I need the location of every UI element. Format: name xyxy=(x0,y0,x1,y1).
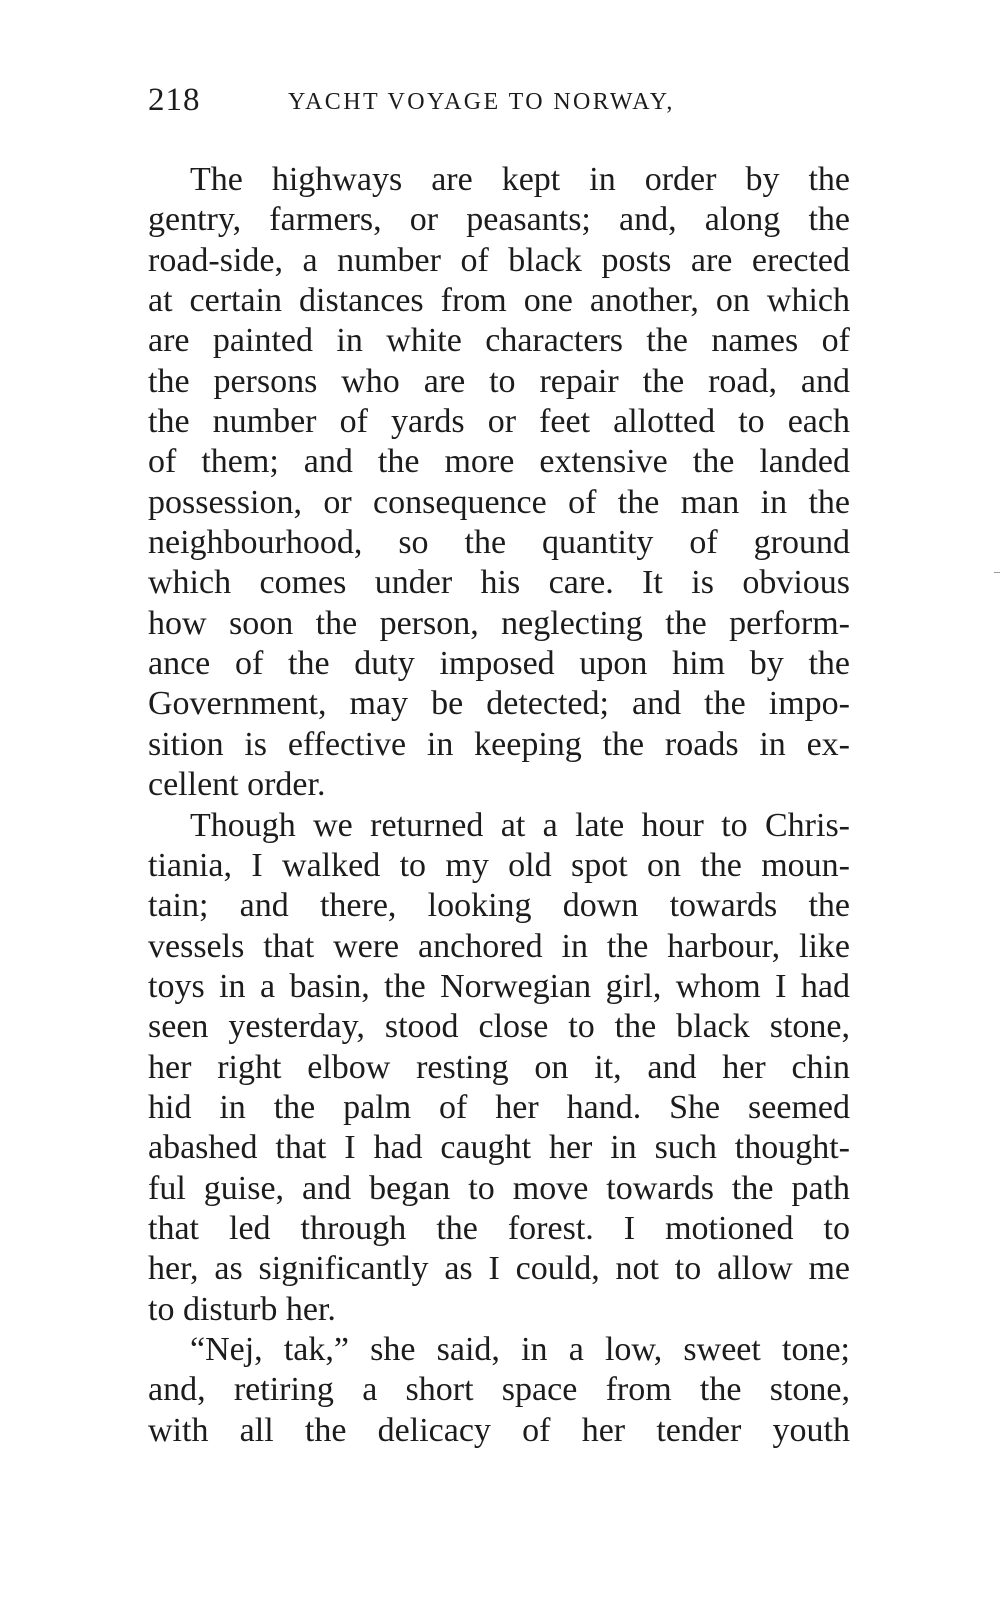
text-line: to disturb her. xyxy=(148,1290,336,1328)
text-line: her right elbow resting on it, and her chin xyxy=(148,1048,850,1086)
text-line: with all the delicacy of her tender youth xyxy=(148,1411,850,1449)
text-line: seen yesterday, stood close to the black stone, xyxy=(148,1008,850,1046)
text-line: at certain distances from one another, on which xyxy=(148,282,850,320)
running-title: YACHT VOYAGE TO NORWAY, xyxy=(288,89,675,115)
paragraph xyxy=(148,1330,850,1451)
text-line: ful guise, and began to move towards the path xyxy=(148,1169,850,1207)
text-line: “Nej, tak,” she said, in a low, sweet tone; xyxy=(190,1330,850,1368)
text-line: Though we returned at a late hour to Chris- xyxy=(190,806,850,844)
text-line: of them; and the more extensive the landed xyxy=(148,443,850,481)
text-line: cellent order. xyxy=(148,766,326,804)
text-line: ance of the duty imposed upon him by the xyxy=(148,645,850,683)
text-line: are painted in white characters the names of xyxy=(148,322,850,360)
text-line: her, as significantly as I could, not to allow me xyxy=(148,1250,850,1288)
text-line: abashed that I had caught her in such thought- xyxy=(148,1129,850,1167)
page-edge-mark xyxy=(994,572,1000,573)
paragraph xyxy=(148,806,850,1330)
text-line: neighbourhood, so the quantity of ground xyxy=(148,524,850,562)
text-line: toys in a basin, the Norwegian girl, whom I had xyxy=(148,967,850,1005)
text-line: how soon the person, neglecting the perform- xyxy=(148,604,850,642)
text-line: The highways are kept in order by the xyxy=(190,161,850,198)
text-line: road-side, a number of black posts are erected xyxy=(148,241,850,279)
text-line: vessels that were anchored in the harbour, like xyxy=(148,927,850,965)
paragraph xyxy=(148,160,850,806)
text-line: that led through the forest. I motioned to xyxy=(148,1209,850,1247)
body-text xyxy=(148,160,850,1451)
page-number: 218 xyxy=(148,82,201,118)
text-line: gentry, farmers, or peasants; and, along the xyxy=(148,201,850,239)
text-line: the number of yards or feet allotted to each xyxy=(148,403,850,441)
text-line: hid in the palm of her hand. She seemed xyxy=(148,1088,850,1126)
text-line: which comes under his care. It is obvious xyxy=(148,564,850,602)
text-line: tiania, I walked to my old spot on the moun- xyxy=(148,846,850,884)
page-header xyxy=(148,78,848,122)
text-line: sition is effective in keeping the roads in ex- xyxy=(148,725,850,763)
text-line: tain; and there, looking down towards the xyxy=(148,887,850,925)
text-line: the persons who are to repair the road, and xyxy=(148,362,850,400)
text-line: Government, may be detected; and the impo- xyxy=(148,685,850,723)
text-line: and, retiring a short space from the stone, xyxy=(148,1371,850,1409)
text-line: possession, or consequence of the man in the xyxy=(148,483,850,521)
